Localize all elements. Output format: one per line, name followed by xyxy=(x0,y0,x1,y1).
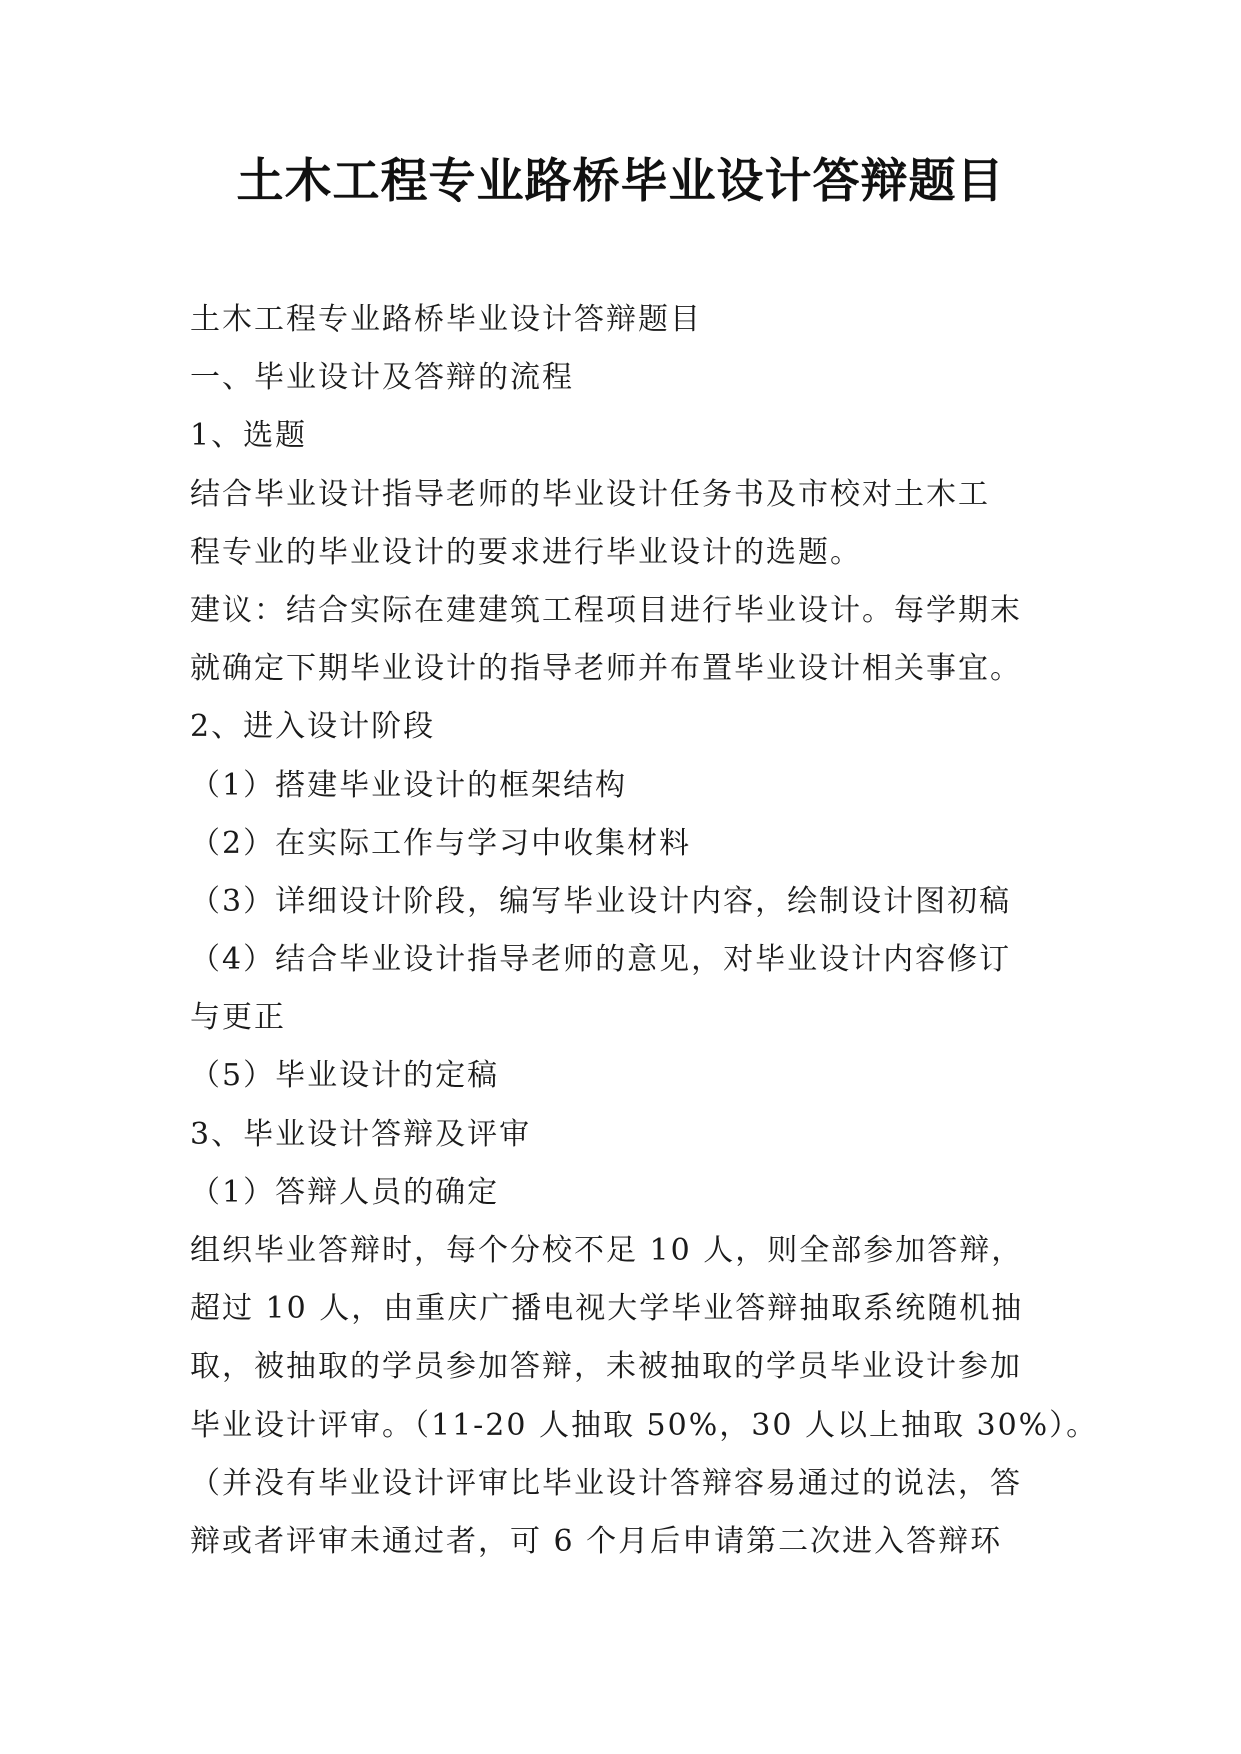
list-item: （4）结合毕业设计指导老师的意见，对毕业设计内容修订 xyxy=(190,942,1012,978)
body-line: 组织毕业答辩时，每个分校不足 10 人，则全部参加答辩， xyxy=(190,1233,1024,1268)
subsection-heading: 2、进入设计阶段 xyxy=(190,709,436,745)
list-item: （3）详细设计阶段，编写毕业设计内容，绘制设计图初稿 xyxy=(190,883,1012,919)
body-line: 超过 10 人，由重庆广播电视大学毕业答辩抽取系统随机抽 xyxy=(190,1291,1024,1327)
subsection-heading: 1、选题 xyxy=(190,418,308,454)
section-heading: 一、毕业设计及答辩的流程 xyxy=(190,360,574,396)
body-line: 就确定下期毕业设计的指导老师并布置毕业设计相关事宜。 xyxy=(190,651,1022,687)
body-line: （并没有毕业设计评审比毕业设计答辩容易通过的说法，答 xyxy=(190,1465,1022,1501)
document-title: 土木工程专业路桥毕业设计答辩题目 xyxy=(236,154,1005,209)
list-item: （1）答辩人员的确定 xyxy=(190,1174,500,1210)
list-item: （5）毕业设计的定稿 xyxy=(190,1058,500,1094)
document-body xyxy=(190,291,1099,1571)
body-line: 与更正 xyxy=(190,1000,286,1036)
list-item: （2）在实际工作与学习中收集材料 xyxy=(190,825,692,861)
body-line: 建议：结合实际在建建筑工程项目进行毕业设计。每学期末 xyxy=(190,592,1022,628)
body-line: 取，被抽取的学员参加答辩，未被抽取的学员毕业设计参加 xyxy=(190,1349,1022,1385)
body-line: 辩或者评审未通过者，可 6 个月后申请第二次进入答辩环 xyxy=(190,1523,1003,1559)
subsection-heading: 3、毕业设计答辩及评审 xyxy=(190,1116,532,1152)
body-line: 土木工程专业路桥毕业设计答辩题目 xyxy=(190,302,702,337)
list-item: （1）搭建毕业设计的框架结构 xyxy=(190,767,628,803)
body-line: 程专业的毕业设计的要求进行毕业设计的选题。 xyxy=(190,534,862,570)
body-line: 结合毕业设计指导老师的毕业设计任务书及市校对土木工 xyxy=(190,476,990,512)
body-line: 毕业设计评审。（11-20 人抽取 50%，30 人以上抽取 30%）。 xyxy=(190,1407,1099,1443)
